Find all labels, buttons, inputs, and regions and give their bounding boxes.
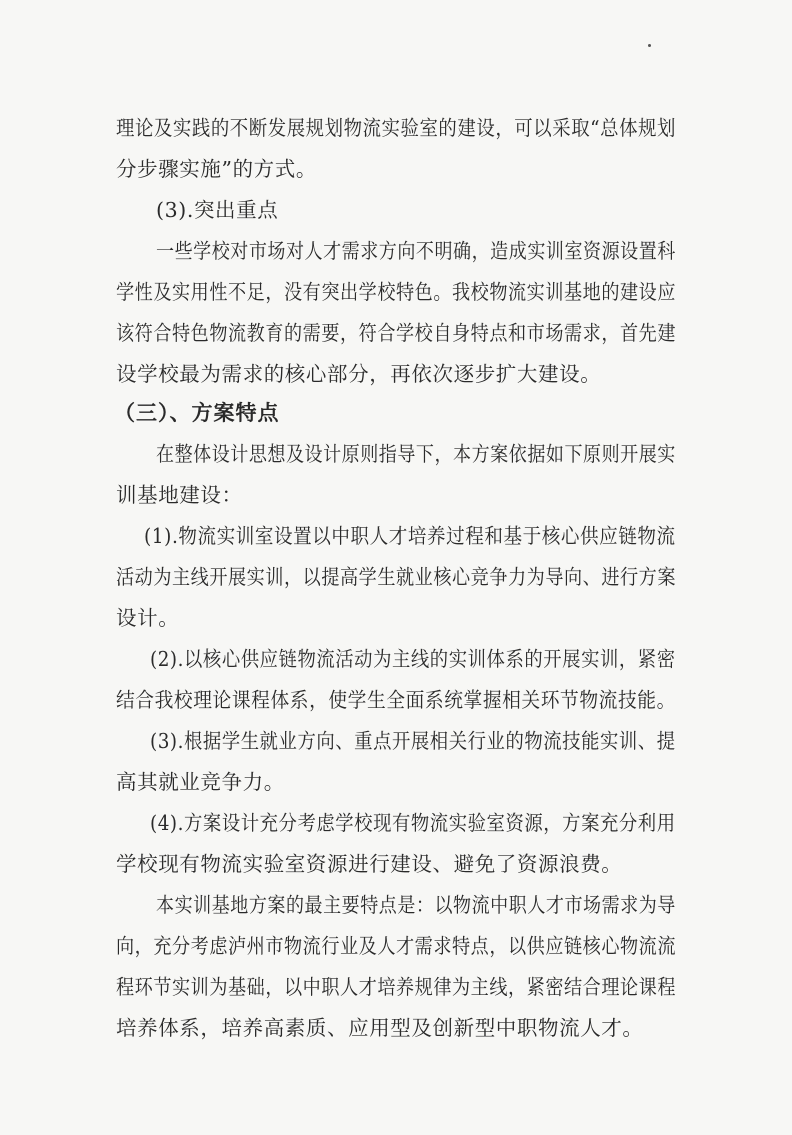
list-item-line: (4).方案设计充分考虑学校现有物流实验室资源，方案充分利用 (150, 811, 676, 835)
section-heading: （三）、方案特点 (114, 401, 280, 425)
paragraph-line: 活动为主线开展实训，以提高学生就业核心竞争力为导向、进行方案 (116, 565, 677, 589)
list-item-line: (2).以核心供应链物流活动为主线的实训体系的开展实训，紧密 (150, 647, 676, 671)
paragraph-line: 培养体系，培养高素质、应用型及创新型中职物流人才。 (116, 1016, 644, 1040)
paragraph-line: 向，充分考虑泸州市物流行业及人才需求特点，以供应链核心物流流 (116, 934, 677, 958)
paragraph-line: 程环节实训为基础，以中职人才培养规律为主线，紧密结合理论课程 (116, 975, 677, 999)
paragraph-line: 理论及实践的不断发展规划物流实验室的建设，可以采取“总体规划 (116, 116, 677, 140)
paragraph-line: 设学校最为需求的核心部分，再依次逐步扩大建设。 (116, 362, 602, 386)
scan-speck (648, 44, 651, 47)
paragraph-line: 在整体设计思想及设计原则指导下，本方案依据如下原则开展实 (156, 442, 676, 466)
list-item-line: (3).根据学生就业方向、重点开展相关行业的物流技能实训、提 (150, 729, 676, 753)
paragraph-line: 结合我校理论课程体系，使学生全面系统掌握相关环节物流技能。 (116, 688, 676, 712)
paragraph-line: 学校现有物流实验室资源进行建设、避免了资源浪费。 (116, 852, 623, 876)
paragraph-line: 训基地建设： (116, 483, 243, 507)
paragraph-line: 高其就业竞争力。 (116, 770, 285, 794)
paragraph-line: 一些学校对市场对人才需求方向不明确，造成实训室资源设置科 (156, 239, 676, 263)
paragraph-line: 学性及实用性不足，没有突出学校特色。我校物流实训基地的建设应 (116, 280, 677, 304)
paragraph-line: 设计。 (116, 606, 180, 630)
paragraph-line: 该符合特色物流教育的需要，符合学校自身特点和市场需求，首先建 (116, 321, 677, 345)
subheading-line: (3).突出重点 (156, 198, 279, 222)
list-item-line: (1).物流实训室设置以中职人才培养过程和基于核心供应链物流 (144, 524, 676, 548)
paragraph-line: 本实训基地方案的最主要特点是：以物流中职人才市场需求为导 (156, 893, 676, 917)
paragraph-line: 分步骤实施”的方式。 (116, 157, 317, 181)
